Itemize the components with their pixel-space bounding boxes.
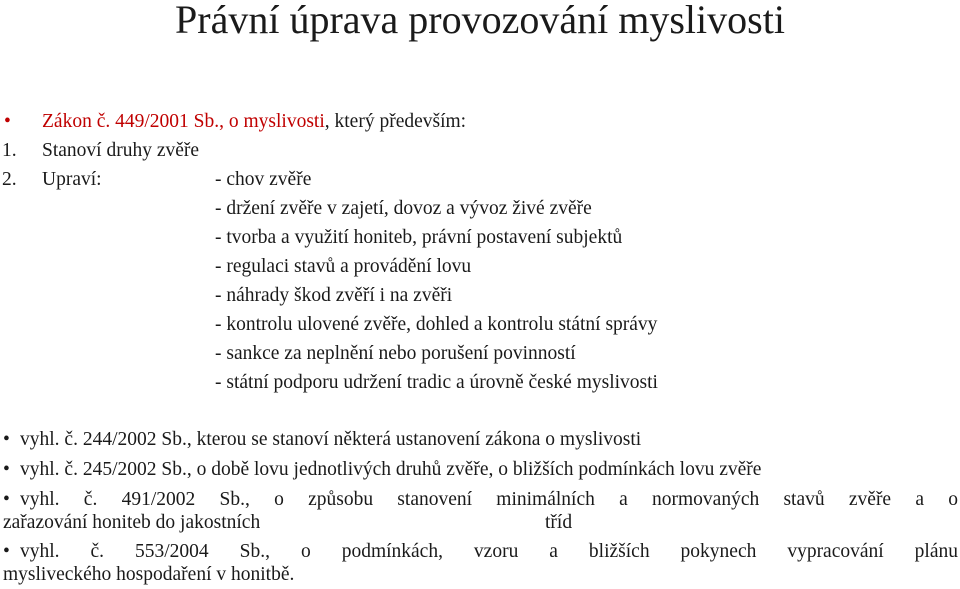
decree-491-line2a: zařazování honiteb do jakostních — [3, 512, 261, 533]
upravi-item: - regulaci stavů a provádění lovu — [215, 256, 472, 277]
upravi-item: - držení zvěře v zajetí, dovoz a vývoz živé zvěře — [215, 198, 592, 219]
decree-553-line2: mysliveckého hospodaření v honitbě. — [3, 564, 295, 585]
upravi-item: - státní podporu udržení tradic a úrovně české myslivosti — [215, 372, 658, 393]
decree-text: , kterou se stanoví některá ustanovení zákona o myslivosti — [186, 429, 642, 450]
decree-bullet: • — [3, 429, 10, 450]
decree-ref: vyhl. č. 553/2004 Sb. — [20, 541, 266, 562]
point-number-1: 1. — [2, 140, 17, 161]
decree-text: , o podmínkách, vzoru a bližších pokynech vypracování plánu — [265, 541, 958, 562]
page-title: Právní úprava provozování myslivosti — [175, 0, 785, 42]
decree-553-line1 — [20, 541, 958, 563]
decree-text: , o době lovu jednotlivých druhů zvěře, o bližších podmínkách lovu zvěře — [186, 459, 762, 480]
decree-245 — [20, 459, 761, 481]
decree-bullet: • — [3, 489, 10, 510]
law-name: Zákon č. 449/2001 Sb. — [42, 111, 220, 132]
upravi-item: - náhrady škod zvěří i na zvěři — [215, 285, 453, 306]
decree-244 — [20, 429, 641, 451]
decree-ref: vyhl. č. 245/2002 Sb. — [20, 459, 187, 480]
law-rest: , který především: — [324, 111, 467, 132]
point-label-2: Upraví: — [42, 169, 102, 190]
upravi-item: - tvorba a využití honiteb, právní postavení subjektů — [215, 227, 623, 248]
upravi-item: - sankce za neplnění nebo porušení povinností — [215, 343, 576, 364]
law-line — [42, 111, 466, 133]
law-subject: , o myslivosti — [219, 111, 325, 132]
decree-ref: vyhl. č. 491/2002 Sb. — [20, 489, 245, 510]
decree-ref: vyhl. č. 244/2002 Sb. — [20, 429, 187, 450]
decree-491-line1 — [20, 489, 958, 511]
point-number-2: 2. — [2, 169, 17, 190]
law-bullet: • — [4, 111, 11, 132]
decree-bullet: • — [3, 459, 10, 480]
upravi-item: - kontrolu ulovené zvěře, dohled a kontrolu státní správy — [215, 314, 658, 335]
decree-bullet: • — [3, 541, 10, 562]
decree-491-line2b: tříd — [545, 512, 573, 533]
point-label-1: Stanoví druhy zvěře — [42, 140, 200, 161]
upravi-item: - chov zvěře — [215, 169, 312, 190]
decree-text: , o způsobu stanovení minimálních a normovaných stavů zvěře a o — [244, 489, 958, 510]
